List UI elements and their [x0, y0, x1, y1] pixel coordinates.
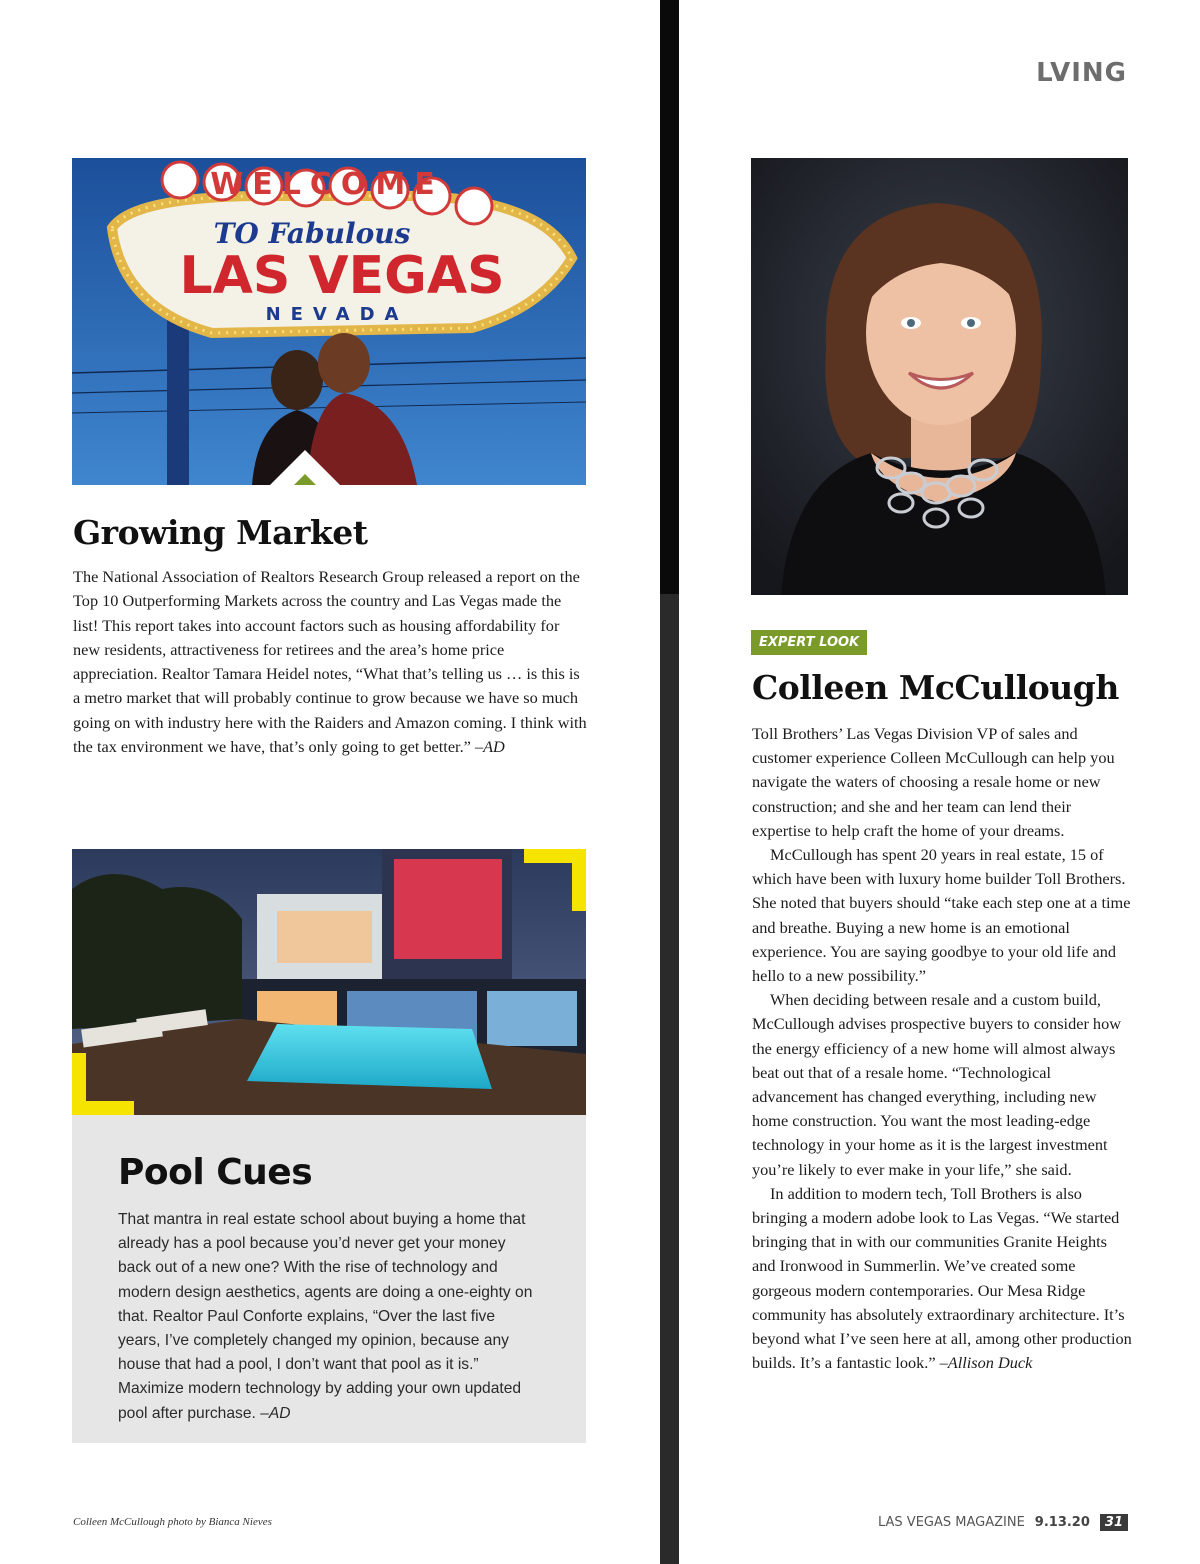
sign-welcome-text: WELCOME	[210, 167, 444, 202]
colleen-mccullough-body	[752, 722, 1132, 1375]
colleen-mccullough-title: Colleen McCullough	[752, 668, 1119, 707]
pool-cues-title: Pool Cues	[118, 1152, 313, 1193]
issue-date: 9.13.20	[1034, 1515, 1090, 1530]
center-divider-top	[660, 0, 679, 594]
growing-market-title: Growing Market	[73, 513, 368, 552]
sign-las-vegas-text: LAS VEGAS	[179, 246, 505, 306]
growing-market-byline: –AD	[474, 737, 505, 757]
body-paragraph-4: In addition to modern tech, Toll Brothers is also bringing a modern adobe look to Las Vegas. “We started bringing that in with our communities Granite Heights and Ironwood in Summerlin. We’ve created some gorgeous modern contemporaries. Our Mesa Ridge community has absolutely extraordinary architecture. It’s beyond what I’ve seen here at all, among other production builds. It’s a fantastic look.”	[752, 1183, 1132, 1373]
page-footer	[878, 1514, 1128, 1531]
body-paragraph-4-wrap	[752, 1182, 1132, 1376]
las-vegas-sign-photo	[72, 158, 586, 485]
growing-market-body	[73, 565, 588, 759]
sign-nevada-text: NEVADA	[265, 304, 409, 325]
page-number: 31	[1100, 1514, 1128, 1531]
sign-fabulous-text: TO Fabulous	[213, 217, 411, 250]
pool-cues-byline: –AD	[260, 1404, 291, 1422]
body-paragraph-2: McCullough has spent 20 years in real estate, 15 of which have been with luxury home builder Toll Brothers. She noted that buyers should “take each step one at a time and breathe. Buying a new home is an emotional experience. You are saying goodbye to your old life and hello to a new possibility.”	[752, 845, 1131, 986]
photo-credit: Colleen McCullough photo by Bianca Nieves	[73, 1516, 272, 1528]
body-paragraph-1: Toll Brothers’ Las Vegas Division VP of sales and customer experience Colleen McCullough can help you navigate the waters of choosing a resale home or new construction; and she and her team can lend their expertise to help craft the home of your dreams.	[752, 724, 1115, 840]
section-label: LVING	[1036, 58, 1127, 88]
pool-cues-body	[118, 1208, 538, 1426]
growing-market-text: The National Association of Realtors Research Group released a report on the Top 10 Outperforming Markets across the country and Las Vegas made the list! This report takes into account factors such as housing affordability for new residents, attractiveness for retirees and the area’s home price appreciation. Realtor Tamara Heidel notes, “What that’s telling us … is this is a metro market that will probably continue to grow because we have so much going on with industry here with the Raiders and Amazon coming. I think with the tax environment we have, that’s only going to get better.”	[73, 567, 587, 757]
body-paragraph-3: When deciding between resale and a custom build, McCullough advises prospective buyers to consider how the energy efficiency of a new home will almost always beat out that of a resale home. “Technological advancement has changed everything, including new home construction. You want the most leading-edge technology in your home as it is the largest investment you’re likely to ever make in your life,” she said.	[752, 990, 1121, 1179]
allison-duck-byline: –Allison Duck	[939, 1353, 1033, 1373]
magazine-name: LAS VEGAS MAGAZINE	[877, 1515, 1025, 1530]
modern-pool-house-photo	[72, 849, 586, 1115]
colleen-mccullough-portrait	[751, 158, 1128, 595]
expert-look-badge: EXPERT LOOK	[751, 630, 867, 655]
center-divider-bottom	[660, 594, 679, 1564]
pool-cues-text: That mantra in real estate school about buying a home that already has a pool because you’d never get your money back out of a new one? With the rise of technology and modern design aesthetics, agents are doing a one-eighty on that. Realtor Paul Conforte explains, “Over the last five years, I’ve completely changed my opinion, because any house that had a pool, I don’t want that pool as it is.” Maximize modern technology by adding your own updated pool after purchase.	[118, 1211, 533, 1422]
